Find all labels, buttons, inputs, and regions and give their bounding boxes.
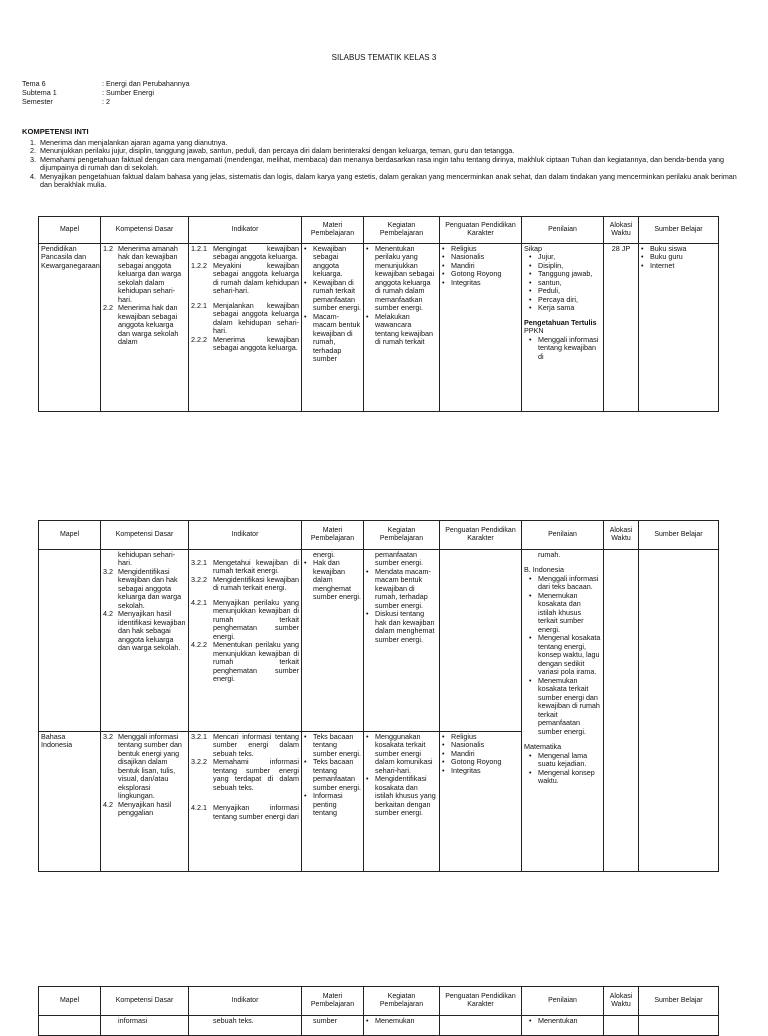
header-cell: Alokasi Waktu — [604, 217, 639, 244]
indikator-cell: 3.2.1 Mencari informasi tentang sumber energi dalam sebuah teks. 3.2.2 Memahami informasi tentang sumber energi yang terdapat di dalam sebuah teks. 4.2.1 Menyajikan informasi tentang sumber energi dari — [189, 732, 302, 872]
ki-heading: KOMPETENSI INTI — [22, 127, 89, 136]
syllabus-table-1 — [38, 216, 719, 412]
ki-item: 4. Menyajikan pengetahuan faktual dalam bahasa yang jelas, sistematis dan logis, dalam karya yang estetis, dalam gerakan yang mencerminkan anak sehat, dan dalam tindakan yang mencerminkan perilaku anak beriman dan berakhlak mulia. — [30, 171, 737, 190]
alokasi-cell: 28 JP — [604, 244, 639, 412]
indikator-cell: sebuah teks. — [189, 1016, 302, 1036]
header-cell: Penilaian — [522, 987, 604, 1016]
ki-item: 3. Memahami pengetahuan faktual dengan cara mengamati (mendengar, melihat, membaca) dan menanya berdasarkan rasa ingin tahu tentang dirinya, makhluk ciptaan Tuhan dan kegiatannya, dan benda-benda yang dijumpainya di rumah dan di sekolah. — [30, 154, 725, 173]
meta-value: : Energi dan Perubahannya — [102, 79, 190, 88]
header-cell: Alokasi Waktu — [604, 521, 639, 550]
header-cell: Kegiatan Pembelajaran — [364, 217, 440, 244]
meta-key: Semester — [22, 97, 53, 106]
header-cell: Materi Pembelajaran — [302, 521, 364, 550]
ppk-cell: • Religius • Nasionalis • Mandiri • Gotong Royong • Integritas — [440, 732, 522, 872]
header-cell: Indikator — [189, 987, 302, 1016]
ki-item: 2. Menunjukkan perilaku jujur, disiplin, tanggung jawab, santun, peduli, dan percaya diri dalam berinteraksi dengan keluarga, teman, guru dan tetangga. — [30, 146, 515, 156]
mapel-cell: Bahasa Indonesia — [39, 732, 101, 872]
header-cell: Mapel — [39, 987, 101, 1016]
document-meta — [22, 80, 190, 107]
kd-cell: 1.2 Menerima amanah hak dan kewajiban sebagai anggota keluarga dan warga sekolah dalam kehidupan sehari-hari. 2.2 Menerima hak dan kewajiban sebagai anggota keluarga dan warga sekolah dalam — [101, 244, 189, 412]
syllabus-table-3 — [38, 986, 719, 1036]
kd-cell: informasi — [101, 1016, 189, 1036]
sumber-cell — [639, 550, 719, 872]
ki-item: 1. Menerima dan menjalankan ajaran agama yang dianutnya. — [30, 138, 228, 147]
header-cell: Penguatan Pendidikan Karakter — [440, 987, 522, 1016]
sumber-cell: • Buku siswa • Buku guru • Internet — [639, 244, 719, 412]
document-title: SILABUS TEMATIK KELAS 3 — [331, 53, 437, 62]
materi-cell: energi. • Hak dan kewajiban dalam menghemat sumber energi. — [302, 550, 364, 732]
header-cell: Kompetensi Dasar — [101, 217, 189, 244]
header-cell: Penguatan Pendidikan Karakter — [440, 521, 522, 550]
kegiatan-cell: • Menggunakan kosakata terkait sumber energi dalam komunikasi sehari-hari. • Mengidentifikasi kosakata dan istilah khusus yang berkaitan dengan sumber energi. — [364, 732, 440, 872]
header-cell: Kompetensi Dasar — [101, 987, 189, 1016]
ki-list — [22, 139, 742, 190]
alokasi-cell — [604, 1016, 639, 1036]
header-cell: Indikator — [189, 217, 302, 244]
kd-cell: 3.2 Menggali informasi tentang sumber dan bentuk energi yang disajikan dalam bentuk lisan, tulis, visual, dan/atau eksplorasi lingkungan. 4.2 Menyajikan hasil penggalian — [101, 732, 189, 872]
header-cell: Sumber Belajar — [639, 987, 719, 1016]
header-cell: Sumber Belajar — [639, 521, 719, 550]
header-cell: Indikator — [189, 521, 302, 550]
materi-cell: sumber — [302, 1016, 364, 1036]
header-cell: Penilaian — [522, 217, 604, 244]
header-cell: Sumber Belajar — [639, 217, 719, 244]
ppk-cell — [440, 550, 522, 732]
sumber-cell — [639, 1016, 719, 1036]
table-header-row — [39, 521, 719, 550]
indikator-cell: 1.2.1 Mengingat kewajiban sebagai anggota keluarga. 1.2.2 Meyakini kewajiban sebagai anggota keluarga di rumah dalam kehidupan sehari-hari. 2.2.1 Menjalankan kewajiban sebagai anggota keluarga dalam kehidupan sehari- hari. 2.2.2 Menerima kewajiban sebagai anggota keluarga. — [189, 244, 302, 412]
indikator-cell: 3.2.1 Mengetahui kewajiban di rumah terkait energi. 3.2.2 Mengidentifikasi kewajiban di rumah terkait energi. 4.2.1 Menyajikan perilaku yang menunjukkan kewajiban di rumah terkait penghematan sumber energi. 4.2.2 Menentukan perilaku yang menunjukkan kewajiban di rumah terkait penghematan sumber energi. — [189, 550, 302, 732]
table-row — [39, 1016, 719, 1036]
table-header-row — [39, 987, 719, 1016]
kegiatan-cell: • Menentukan perilaku yang menunjukkan kewajiban sebagai anggota keluarga di rumah dalam memanfaatkan sumber energi. • Melakukan wawancara tentang kewajiban di rumah terkait — [364, 244, 440, 412]
kegiatan-cell: • Menemukan — [364, 1016, 440, 1036]
penilaian-cell: Sikap • Jujur, • Disiplin, • Tanggung jawab, • santun, • Peduli, • Percaya diri, • Kerja sama Pengetahuan Tertulis PPKN • Menggali informasi tentang kewajiban di — [522, 244, 604, 412]
ppk-cell — [440, 1016, 522, 1036]
alokasi-cell — [604, 550, 639, 872]
meta-value: : Sumber Energi — [102, 88, 154, 97]
header-cell: Mapel — [39, 217, 101, 244]
meta-key: Tema 6 — [22, 79, 46, 88]
kegiatan-cell: pemanfaatan sumber energi. • Mendata macam-macam bentuk kewajiban di rumah, terhadap sumber energi. • Diskusi tentang hak dan kewajiban dalam menghemat sumber energi. — [364, 550, 440, 732]
mapel-cell — [39, 1016, 101, 1036]
table-header-row — [39, 217, 719, 244]
header-cell: Materi Pembelajaran — [302, 987, 364, 1016]
materi-cell: • Kewajiban sebagai anggota keluarga. • Kewajiban di rumah terkait pemanfaatan sumber energi. • Macam-macam bentuk kewajiban di rumah, terhadap sumber — [302, 244, 364, 412]
materi-cell: • Teks bacaan tentang sumber energi. • Teks bacaan tentang pemanfaatan sumber energi. • Informasi penting tentang — [302, 732, 364, 872]
header-cell: Materi Pembelajaran — [302, 217, 364, 244]
mapel-cell: Pendidikan Pancasila dan Kewarganegaraan — [39, 244, 101, 412]
penilaian-cell: rumah. B. Indonesia • Menggali informasi dari teks bacaan. • Menemukan kosakata dan istilah khusus terkait sumber energi. • Mengenal kosakata tentang energi, konsep waktu, lagu dengan sedikit variasi pola irama. • Menemukan kosakata terkait sumber energi dan kewajiban di rumah terkait pemanfaatan sumber energi. Matematika • Mengenal lama suatu kejadian. • Mengenal konsep waktu. — [522, 550, 604, 872]
syllabus-table-2 — [38, 520, 719, 872]
table-row — [39, 244, 719, 412]
mapel-cell — [39, 550, 101, 732]
meta-key: Subtema 1 — [22, 88, 57, 97]
ppk-cell: • Religius • Nasionalis • Mandiri • Gotong Royong • Integritas — [440, 244, 522, 412]
meta-value: : 2 — [102, 97, 110, 106]
header-cell: Kegiatan Pembelajaran — [364, 521, 440, 550]
table-row — [39, 550, 719, 732]
header-cell: Kegiatan Pembelajaran — [364, 987, 440, 1016]
header-cell: Penilaian — [522, 521, 604, 550]
header-cell: Mapel — [39, 521, 101, 550]
kd-cell: kehidupan sehari-hari. 3.2 Mengidentifikasi kewajiban dan hak sebagai anggota keluarga dan warga sekolah. 4.2 Menyajikan hasil identifikasi kewajiban dan hak sebagai anggota keluarga dan warga sekolah. — [101, 550, 189, 732]
header-cell: Penguatan Pendidikan Karakter — [440, 217, 522, 244]
header-cell: Kompetensi Dasar — [101, 521, 189, 550]
header-cell: Alokasi Waktu — [604, 987, 639, 1016]
penilaian-cell: • Menentukan — [522, 1016, 604, 1036]
